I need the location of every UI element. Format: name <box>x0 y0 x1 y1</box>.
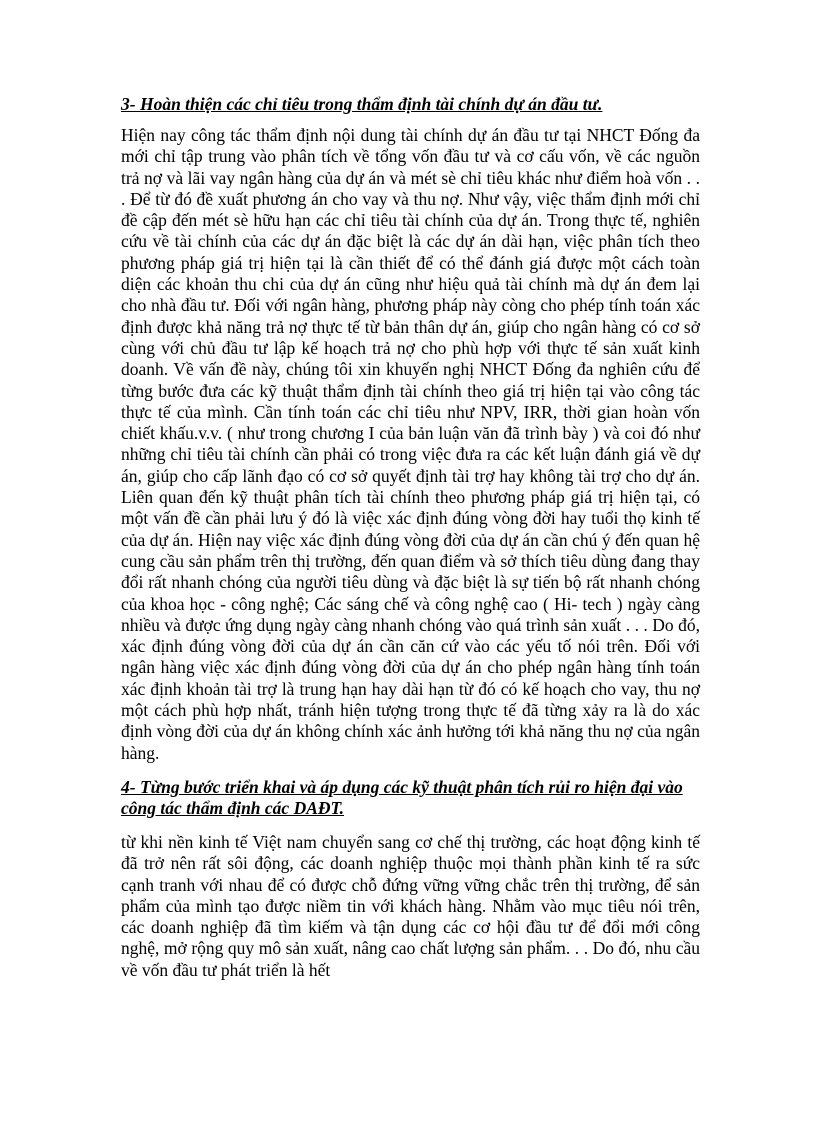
section-4-paragraph: từ khi nền kinh tế Việt nam chuyển sang cơ chế thị trường, các hoạt động kinh tế đã trở nên rất sôi động, các doanh nghiệp thuộc mọi thành phần kinh tế ra sức cạnh tranh với nhau để có được chỗ đứng vững vững chắc trên thị trường, để sản phẩm của mình tạo được niềm tin với khách hàng. Nhằm vào mục tiêu nói trên, các doanh nghiệp đã tìm kiếm và tận dụng các cơ hội đầu tư để đổi mới công nghệ, mở rộng quy mô sản xuất, nâng cao chất lượng sản phẩm. . . Do đó, nhu cầu về vốn đầu tư phát triển là hết <box>121 831 700 980</box>
section-4-heading: 4- Từng bước triển khai và áp dụng các kỹ thuật phân tích rủi ro hiện đại vào công tác thẩm định các DAĐT. <box>121 776 683 818</box>
section-3-heading: 3- Hoàn thiện các chỉ tiêu trong thẩm định tài chính dự án đầu tư. <box>121 94 603 114</box>
section-3-paragraph: Hiện nay công tác thẩm định nội dung tài chính dự án đầu tư tại NHCT Đống đa mới chỉ tập trung vào phân tích về tổng vốn đầu tư và cơ cấu vốn, về các nguồn trả nợ và lãi vay ngân hàng của dự án và mét sè chỉ tiêu khác như điểm hoà vốn . . . Để từ đó đề xuất phương án cho vay và thu nợ. Như vậy, việc thẩm định mới chỉ đề cập đến mét sè hữu hạn các chỉ tiêu tài chính của dự án. Trong thực tế, nghiên cứu về tài chính của các dự án đặc biệt là các dự án dài hạn, việc phân tích theo phương pháp giá trị hiện tại là cần thiết để có thể đánh giá được một cách toàn diện các khoản thu chi của dự án cũng như hiệu quả tài chính mà dự án đem lại cho nhà đầu tư. Đối với ngân hàng, phương pháp này còng cho phép tính toán xác định được khả năng trả nợ thực tế từ bản thân dự án, giúp cho ngân hàng có cơ sở cùng với chủ đầu tư lập kế hoạch trả nợ cho phù hợp với thực tế sản xuất kinh doanh. Về vấn đề này, chúng tôi xin khuyến nghị NHCT Đống đa nghiên cứu để từng bước đưa các kỹ thuật thẩm định tài chính theo giá trị hiện tại vào công tác thực tế của mình. Cần tính toán các chỉ tiêu như NPV, IRR, thời gian hoàn vốn chiết khấu.v.v. ( như trong chương I của bản luận văn đã trình bày ) và coi đó như những chỉ tiêu tài chính cần phải có trong việc đưa ra các kết luận đánh giá về dự án, giúp cho cấp lãnh đạo có cơ sở quyết định tài trợ hay không tài trợ cho dự án. Liên quan đến kỹ thuật phân tích tài chính theo phương pháp giá trị hiện tại, có một vấn đề cần phải lưu ý đó là việc xác định đúng vòng đời hay tuổi thọ kinh tế của dự án. Hiện nay việc xác định đúng vòng đời của dự án cần chú ý đến quan hệ cung cầu sản phẩm trên thị trường, đến quan điểm và sở thích tiêu dùng đang thay đổi rất nhanh chóng của người tiêu dùng và đặc biệt là sự tiến bộ rất nhanh chóng của khoa học - công nghệ; Các sáng chế và công nghệ cao ( Hi- tech ) ngày càng nhiều và được ứng dụng ngày càng nhanh chóng vào quá trình sản xuất . . . Do đó, xác định đúng vòng đời của dự án cần căn cứ vào các yếu tố nói trên. Đối với ngân hàng việc xác định đúng vòng đời của dự án cho phép ngân hàng tính toán xác định khoản tài trợ là trung hạn hay dài hạn từ đó có kế hoạch cho vay, thu nợ một cách phù hợp nhất, tránh hiện tượng trong thực tế đã từng xảy ra là do xác định vòng đời của dự án không chính xác ảnh hưởng tới khả năng thu nợ của ngân hàng. <box>121 125 700 763</box>
document-page <box>121 94 700 981</box>
